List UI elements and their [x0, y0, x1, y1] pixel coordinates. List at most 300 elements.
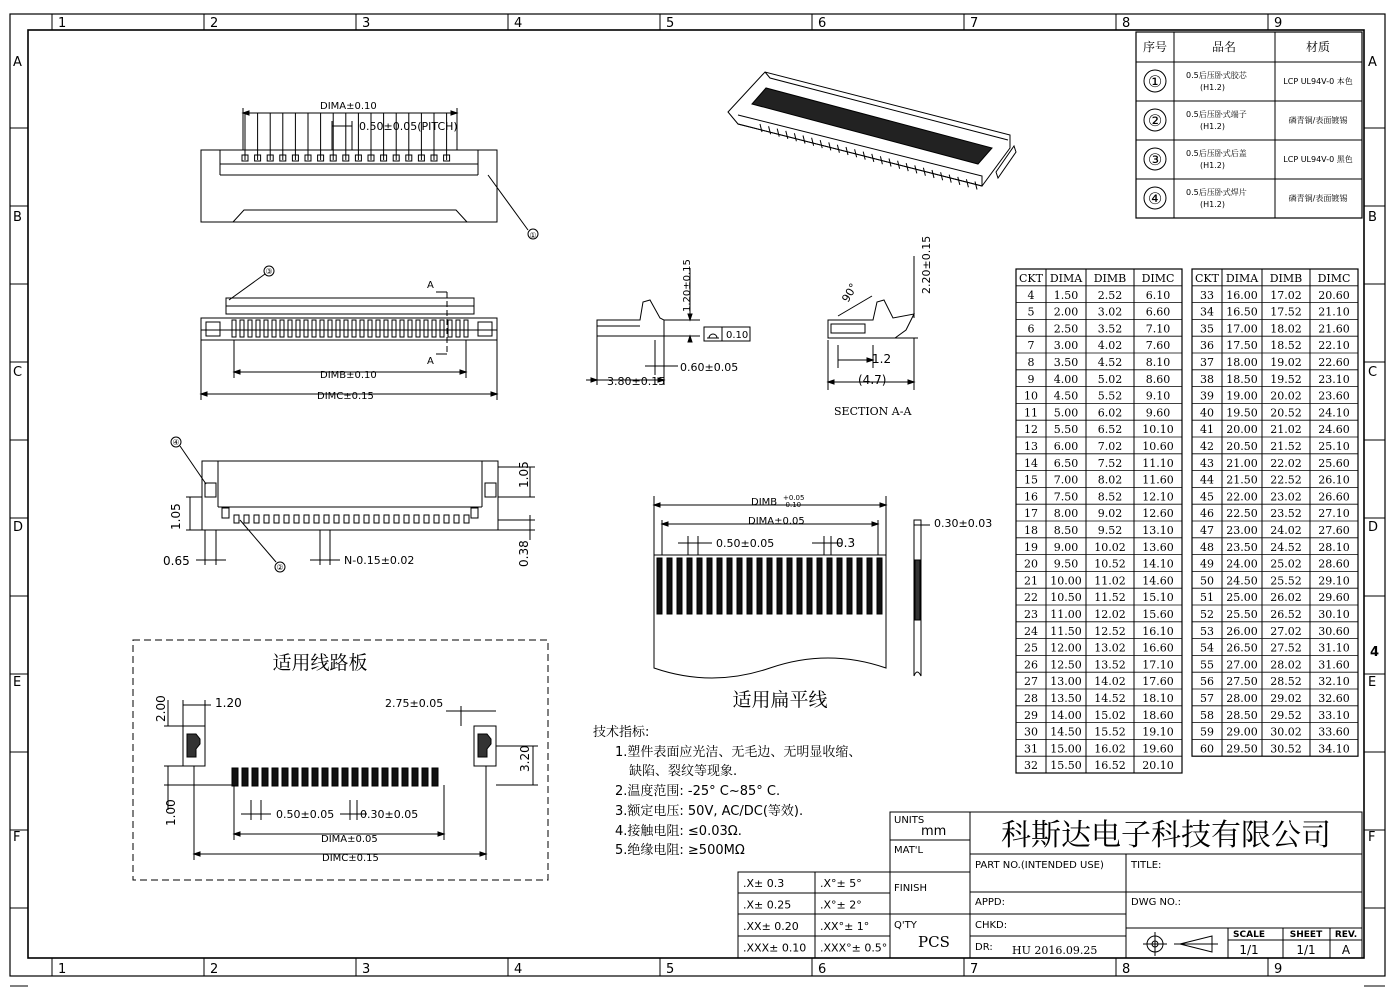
dim-table-cell: 11: [1024, 406, 1038, 420]
detail-pin: [394, 515, 399, 523]
dim-table-cell: 3.52: [1097, 322, 1123, 336]
detail-pin: [364, 515, 369, 523]
dim-table-cell: 29.10: [1318, 574, 1350, 588]
callout-2: ②: [276, 563, 284, 572]
dim-table-cell: 40: [1200, 406, 1214, 420]
zone-col-top: 5: [666, 16, 675, 31]
part-no-label: PART NO.(INTENDED USE): [975, 860, 1104, 871]
dim-table-cell: 30.02: [1270, 725, 1302, 739]
front-pin: [424, 320, 428, 337]
dim-table-cell: 17.50: [1226, 339, 1258, 353]
ffc-conductor: [667, 558, 672, 614]
pcb-pad: [282, 768, 288, 786]
dim-table-cell: 27.52: [1270, 641, 1302, 655]
tolerance-angular: .XXX°± 0.5°: [820, 941, 888, 955]
dim-table-cell: 28.10: [1318, 540, 1350, 554]
top-pitch: 0.50±0.05(PITCH): [359, 120, 458, 133]
bom-row-number: ③: [1147, 150, 1163, 169]
dim-table-cell: 51: [1200, 591, 1214, 605]
dim-table-cell: 5.02: [1097, 372, 1123, 386]
dim-table-cell: 29.00: [1226, 725, 1258, 739]
dim-table-cell: 8.02: [1097, 473, 1123, 487]
ffc-conductor: [877, 558, 882, 614]
pcb-lead-h: 1.00: [164, 799, 178, 826]
dim-table-cell: 6.02: [1097, 406, 1123, 420]
dim-table-cell: 25: [1024, 641, 1038, 655]
side-pin: 0.60±0.05: [680, 361, 739, 374]
detail-n: N-0.15±0.02: [344, 554, 415, 567]
zone-row-right: A: [1368, 55, 1377, 70]
front-pin: [408, 320, 412, 337]
front-pin: [280, 320, 284, 337]
dim-table-cell: 19.60: [1142, 742, 1174, 756]
dim-table-cell: 23: [1024, 608, 1038, 621]
dim-table-cell: 28.00: [1226, 692, 1258, 705]
dim-table-cell: 12.02: [1094, 608, 1126, 621]
dim-table-cell: 21.02: [1270, 423, 1302, 437]
pcb-pad: [302, 768, 308, 786]
dim-table-cell: 11.02: [1094, 574, 1126, 588]
dim-table-cell: 19: [1024, 540, 1038, 554]
dim-table-cell: 18: [1024, 524, 1038, 537]
dim-table-cell: 23.02: [1270, 490, 1302, 504]
dim-table-cell: 29.52: [1270, 708, 1302, 722]
tech-title: 技术指标:: [593, 725, 650, 740]
bom-row-sub: (H1.2): [1200, 200, 1225, 209]
dim-table-cell: 11.50: [1050, 624, 1082, 638]
rev-label: REV.: [1334, 930, 1358, 940]
section-height: 2.20±0.15: [920, 235, 933, 294]
side-flatness: 0.10: [726, 330, 749, 341]
detail-pin: [444, 515, 449, 523]
zone-row-right: B: [1368, 210, 1377, 225]
dim-table-cell: 17.02: [1270, 288, 1302, 302]
dim-table-cell: 30: [1024, 725, 1038, 739]
dim-table-cell: 31: [1024, 742, 1038, 756]
iso-tooth: [975, 182, 977, 190]
dim-table-cell: 5: [1027, 305, 1035, 319]
dim-table-cell: 9.50: [1053, 557, 1079, 571]
front-pin: [296, 320, 300, 337]
dim-table-cell: 10.02: [1094, 540, 1126, 554]
zone-col-bottom: 4: [514, 962, 523, 977]
sheet-label: SHEET: [1289, 930, 1323, 940]
zone-col-top: 7: [970, 16, 979, 31]
dim-table-cell: 12: [1024, 423, 1038, 437]
dim-table-cell: 16.10: [1142, 624, 1174, 638]
dim-table-cell: 20.50: [1226, 440, 1258, 453]
bom-row-sub: (H1.2): [1200, 122, 1225, 131]
bom-row-name: 0.5后压卧式端子: [1186, 110, 1247, 119]
dim-table-cell: 21.52: [1270, 440, 1302, 453]
pcb-pad: [412, 768, 418, 786]
detail-pin: [254, 515, 259, 523]
dim-table-cell: 22.02: [1270, 456, 1302, 470]
dim-table-cell: 29.02: [1270, 692, 1302, 705]
dim-table-cell: 13.02: [1094, 641, 1126, 655]
zone-row-right: D: [1368, 520, 1379, 535]
ffc-title: 适用扁平线: [732, 689, 828, 711]
units-label: UNITS: [894, 815, 925, 826]
zone-col-top: 8: [1122, 16, 1131, 31]
zone-row-left: F: [13, 830, 21, 845]
bom-row-number: ①: [1147, 72, 1163, 91]
front-dimc: DIMC±0.15: [317, 391, 374, 402]
front-pin: [440, 320, 444, 337]
section-mark-bottom: A: [427, 356, 434, 367]
dim-table-cell: 4: [1027, 288, 1035, 302]
zone-col-top: 2: [210, 16, 219, 31]
iso-tooth: [829, 142, 831, 150]
dim-table-cell: 22.52: [1270, 473, 1302, 487]
ffc-conductor: [737, 558, 742, 614]
dim-table-cell: 17.00: [1226, 322, 1258, 336]
isometric-view: [728, 72, 1016, 190]
bom-row-number: ④: [1147, 189, 1163, 208]
dim-table-cell: 18.50: [1226, 372, 1258, 386]
pcb-pad: [432, 768, 438, 786]
dim-table-cell: 9.10: [1145, 389, 1171, 403]
ffc-conductor: [777, 558, 782, 614]
dim-table-cell: 4.02: [1097, 339, 1123, 353]
dim-table-cell: 24.50: [1226, 574, 1258, 588]
dim-table-cell: 15.02: [1094, 708, 1126, 722]
margin-mark: 4: [1370, 645, 1380, 660]
zone-col-bottom: 8: [1122, 962, 1131, 977]
dim-table-cell: 27: [1024, 675, 1038, 689]
front-pin: [400, 320, 404, 337]
detail-pin: [294, 515, 299, 523]
bom-row-material: LCP UL94V-0 黑色: [1283, 155, 1353, 164]
dim-table-header: DIMA: [1225, 272, 1259, 285]
bom-row-sub: (H1.2): [1200, 83, 1225, 92]
pcb-pad: [352, 768, 358, 786]
dim-table-cell: 60: [1200, 742, 1214, 756]
dim-table-cell: 27.60: [1318, 524, 1350, 537]
ffc-conductor: [837, 558, 842, 614]
dim-table-cell: 15.52: [1094, 725, 1126, 739]
dim-table-cell: 11.00: [1050, 608, 1082, 621]
dim-table-cell: 5.52: [1097, 389, 1123, 403]
iso-tooth: [812, 138, 814, 146]
dim-table-cell: 12.10: [1142, 490, 1174, 504]
dim-table-cell: 6.10: [1145, 288, 1171, 302]
iso-tooth: [820, 140, 822, 148]
chkd-label: CHKD:: [975, 920, 1008, 931]
bom-header-no: 序号: [1142, 40, 1168, 54]
ffc-conductor: [797, 558, 802, 614]
dim-table-cell: 24.00: [1226, 557, 1258, 571]
dim-table-cell: 7.60: [1145, 339, 1171, 353]
dim-table-cell: 7.10: [1145, 322, 1171, 336]
detail-pin: [264, 515, 269, 523]
ffc-conductor: [847, 558, 852, 614]
tech-item-2: 2.温度范围: -25° C~85° C.: [615, 784, 781, 799]
dim-table-cell: 16.02: [1094, 742, 1126, 756]
dim-table-cell: 21.50: [1226, 473, 1258, 487]
dim-table-cell: 4.52: [1097, 356, 1123, 369]
dim-table-cell: 44: [1200, 473, 1214, 487]
ffc-conductor: [807, 558, 812, 614]
detail-pin: [424, 515, 429, 523]
ffc-conductor: [747, 558, 752, 614]
bom-row-number: ②: [1147, 111, 1163, 130]
finish-label: FINISH: [894, 883, 927, 894]
dim-table-cell: 58: [1200, 708, 1214, 722]
dim-table-cell: 7.50: [1053, 490, 1079, 504]
tech-item-3: 3.额定电压: 50V, AC/DC(等效).: [615, 804, 804, 819]
pcb-title: 适用线路板: [272, 652, 368, 674]
dim-table-cell: 25.52: [1270, 574, 1302, 588]
dim-table-cell: 46: [1200, 507, 1214, 521]
dim-table-cell: 19.52: [1270, 372, 1302, 386]
dim-table-cell: 27.00: [1226, 658, 1258, 672]
dim-table-cell: 54: [1200, 641, 1214, 655]
pcb-pad: [242, 768, 248, 786]
detail-pin: [384, 515, 389, 523]
tolerance-linear: .X± 0.25: [743, 898, 792, 912]
dim-table-cell: 6.00: [1053, 440, 1079, 453]
dim-table-cell: 39: [1200, 389, 1214, 403]
bom-row-name: 0.5后压卧式焊片: [1186, 188, 1247, 197]
front-pin: [232, 320, 236, 337]
bom-row-material: LCP UL94V-0 本色: [1283, 77, 1353, 86]
dim-table-cell: 35: [1200, 322, 1214, 336]
dim-table-cell: 20.10: [1142, 759, 1174, 773]
dim-table-cell: 9.00: [1053, 540, 1079, 554]
dim-table-header: CKT: [1019, 272, 1043, 285]
dim-table-cell: 18.10: [1142, 692, 1174, 705]
dim-table-cell: 13.50: [1050, 692, 1082, 705]
pcb-width: 0.30±0.05: [360, 808, 419, 821]
zone-col-bottom: 7: [970, 962, 979, 977]
scale-label: SCALE: [1233, 930, 1265, 940]
bom-row-sub: (H1.2): [1200, 161, 1225, 170]
dim-table-cell: 6.60: [1145, 305, 1171, 319]
dim-table-cell: 18.60: [1142, 708, 1174, 722]
dim-table-cell: 32: [1024, 759, 1038, 773]
front-pin: [272, 320, 276, 337]
dim-table-cell: 32.10: [1318, 675, 1350, 689]
dim-table-cell: 1.50: [1053, 288, 1079, 302]
tech-item-5: 5.绝缘电阻: ≥500MΩ: [615, 843, 745, 858]
dim-table-cell: 17.52: [1270, 305, 1302, 319]
dim-table-cell: 11.52: [1094, 591, 1126, 605]
dim-table-cell: 55: [1200, 658, 1214, 672]
detail-pin: [464, 515, 469, 523]
dim-table-cell: 2.00: [1053, 305, 1079, 319]
pcb-pad: [232, 768, 238, 786]
tolerance-linear: .X± 0.3: [743, 877, 785, 890]
qty-label: Q'TY: [894, 920, 917, 931]
ffc-width: 0.3: [836, 536, 856, 550]
pcb-h: 3.20: [518, 745, 532, 772]
side-depth: 3.80±0.15: [607, 375, 666, 388]
dim-table-cell: 28.60: [1318, 557, 1350, 571]
tolerance-angular: .X°± 5°: [820, 877, 862, 890]
callout-3: ③: [265, 267, 273, 276]
dim-table-cell: 8: [1027, 356, 1035, 369]
callout-1: ①: [529, 231, 537, 240]
ffc-conductor: [817, 558, 822, 614]
dim-table-cell: 28.50: [1226, 708, 1258, 722]
dim-table-cell: 38: [1200, 372, 1214, 386]
dim-table-cell: 22: [1024, 591, 1038, 605]
dim-table-header: DIMC: [1317, 272, 1351, 285]
dim-table-cell: 22.60: [1318, 356, 1350, 369]
bom-header-material: 材质: [1305, 40, 1331, 54]
front-pin: [336, 320, 340, 337]
dim-table-cell: 8.52: [1097, 490, 1123, 504]
detail-pin: [234, 515, 239, 523]
front-pin: [432, 320, 436, 337]
dim-table-cell: 15.10: [1142, 591, 1174, 605]
dim-table-cell: 10.50: [1050, 591, 1082, 605]
dr-label: DR:: [975, 942, 993, 953]
iso-tooth: [846, 147, 848, 155]
detail-pin: [374, 515, 379, 523]
dim-table-cell: 11.10: [1142, 456, 1174, 470]
ffc-conductor: [767, 558, 772, 614]
dim-table-cell: 13.10: [1142, 524, 1174, 537]
dim-table-cell: 29: [1024, 708, 1038, 722]
zone-col-top: 9: [1274, 16, 1283, 31]
dim-table-cell: 6.50: [1053, 456, 1079, 470]
ffc-conductor: [677, 558, 682, 614]
pcb-pad: [372, 768, 378, 786]
appd-label: APPD:: [975, 897, 1005, 908]
tech-item-1: 1.塑件表面应光洁、无毛边、无明显收缩、: [615, 745, 862, 760]
scale-value: 1/1: [1239, 943, 1259, 957]
bom-row-name: 0.5后压卧式后盖: [1186, 149, 1247, 158]
dim-table-cell: 19.10: [1142, 725, 1174, 739]
dim-table-header: DIMB: [1269, 272, 1303, 285]
dim-table-cell: 27.50: [1226, 675, 1258, 689]
dim-table-cell: 14.02: [1094, 675, 1126, 689]
detail-view: [171, 437, 535, 572]
zone-col-bottom: 9: [1274, 962, 1283, 977]
front-pin: [456, 320, 460, 337]
tech-item-1b: 缺陷、裂纹等现象.: [629, 764, 738, 779]
dim-table-cell: 28.02: [1270, 658, 1302, 672]
ffc-conductor: [867, 558, 872, 614]
dim-table-cell: 13.00: [1050, 675, 1082, 689]
dim-table-cell: 31.60: [1318, 658, 1350, 672]
ffc-conductor: [787, 558, 792, 614]
dim-table-cell: 25.02: [1270, 557, 1302, 571]
zone-col-bottom: 2: [210, 962, 219, 977]
sheet-value: 1/1: [1296, 943, 1316, 957]
ffc-conductor: [857, 558, 862, 614]
ffc-conductor: [717, 558, 722, 614]
dim-table-cell: 10.60: [1142, 440, 1174, 453]
dim-table-cell: 7.02: [1097, 440, 1123, 453]
front-pin: [384, 320, 388, 337]
dim-table-cell: 26.60: [1318, 490, 1350, 504]
company-name: 科斯达电子科技有限公司: [1001, 818, 1331, 853]
dim-table-cell: 9.60: [1145, 406, 1171, 420]
dim-table-cell: 3.50: [1053, 356, 1079, 369]
dim-table-cell: 10.52: [1094, 557, 1126, 571]
dim-table-header: DIMC: [1141, 272, 1175, 285]
top-dima: DIMA±0.10: [320, 101, 377, 112]
pcb-pad-w: 1.20: [215, 696, 242, 710]
tolerance-angular: .XX°± 1°: [820, 920, 870, 933]
dim-table-cell: 37: [1200, 356, 1214, 369]
dim-table-cell: 12.00: [1050, 641, 1082, 655]
zone-col-bottom: 1: [58, 962, 67, 977]
dim-table-cell: 26.00: [1226, 624, 1258, 638]
tolerance-linear: .XXX± 0.10: [743, 941, 807, 955]
front-pin: [416, 320, 420, 337]
iso-tooth: [966, 179, 968, 187]
dim-table-cell: 12.52: [1094, 624, 1126, 638]
dim-table-cell: 17.10: [1142, 658, 1174, 672]
dim-table-cell: 50: [1200, 574, 1214, 588]
detail-pin: [334, 515, 339, 523]
front-pin: [360, 320, 364, 337]
dim-table-cell: 29.60: [1318, 591, 1350, 605]
ffc-thickness: 0.30±0.03: [934, 517, 993, 530]
bom-row-name: 0.5后压卧式胶芯: [1186, 71, 1247, 80]
dim-table-cell: 30.60: [1318, 624, 1350, 638]
dim-table-cell: 28.52: [1270, 675, 1302, 689]
pcb-dima: DIMA±0.05: [321, 834, 378, 845]
dim-table-cell: 17.60: [1142, 675, 1174, 689]
front-pin: [376, 320, 380, 337]
units-value: mm: [921, 824, 947, 839]
ffc-conductor: [697, 558, 702, 614]
dim-table-cell: 24.52: [1270, 540, 1302, 554]
dim-table-cell: 30.52: [1270, 742, 1302, 756]
tolerance-angular: .X°± 2°: [820, 898, 862, 912]
detail-pin: [344, 515, 349, 523]
pcb-pad: [292, 768, 298, 786]
pcb-pad: [332, 768, 338, 786]
dim-table-cell: 9.52: [1097, 524, 1123, 537]
front-pin: [240, 320, 244, 337]
bom-row-material: 磷青铜/表面镀锡: [1288, 116, 1348, 125]
dim-table-cell: 26.50: [1226, 641, 1258, 655]
dim-table-cell: 42: [1200, 440, 1214, 453]
dim-table-cell: 27.02: [1270, 624, 1302, 638]
dim-table-cell: 22.00: [1226, 490, 1258, 504]
dim-table-cell: 7: [1027, 339, 1035, 353]
dim-table-cell: 7.52: [1097, 456, 1123, 470]
ffc-conductor: [707, 558, 712, 614]
dim-table-cell: 18.02: [1270, 322, 1302, 336]
dim-table-cell: 20.60: [1318, 288, 1350, 302]
matl-label: MAT'L: [894, 845, 924, 856]
front-pin: [264, 320, 268, 337]
dim-table-cell: 19.00: [1226, 389, 1258, 403]
dim-table-cell: 33: [1200, 288, 1214, 302]
zone-col-bottom: 6: [818, 962, 827, 977]
dim-table-cell: 20: [1024, 557, 1038, 571]
zone-col-top: 6: [818, 16, 827, 31]
zone-col-top: 3: [362, 16, 371, 31]
dim-table-cell: 32.60: [1318, 692, 1350, 705]
pcb-pad-pitch: 2.75±0.05: [385, 697, 444, 710]
iso-tooth: [786, 131, 788, 139]
front-dimb: DIMB±0.10: [320, 370, 377, 381]
dim-table-cell: 15: [1024, 473, 1038, 487]
qty-value: PCS: [918, 933, 950, 951]
dim-table-cell: 11.60: [1142, 473, 1174, 487]
dim-table-cell: 28: [1024, 692, 1038, 705]
dim-table-header: DIMB: [1093, 272, 1127, 285]
detail-w: 0.65: [163, 554, 190, 568]
